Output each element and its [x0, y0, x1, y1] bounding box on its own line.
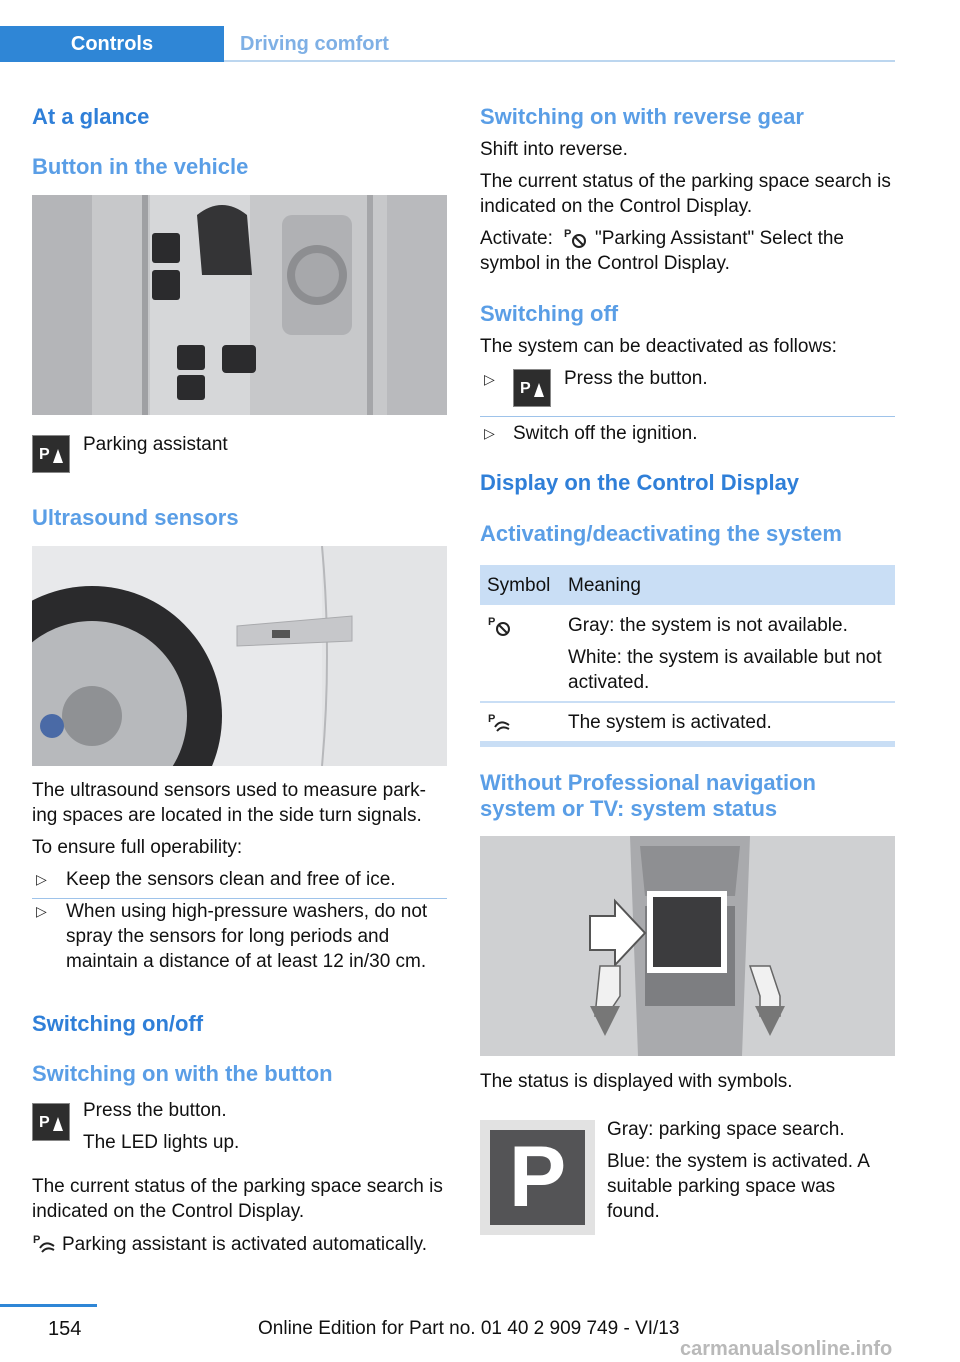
heading-switching-onoff: Switching on/off	[32, 1011, 204, 1036]
table-row-divider	[480, 701, 895, 703]
parking-auto-icon	[32, 1232, 58, 1261]
parking-assistant-button-icon	[32, 1103, 70, 1141]
tab-driving-comfort[interactable]: Driving comfort	[240, 32, 389, 55]
operability-intro: To ensure full operability:	[32, 837, 243, 858]
gray-status-text: Gray: parking space search.	[607, 1119, 845, 1140]
off-bullet-text: Press the button.	[564, 368, 708, 389]
sensor-photo	[32, 546, 447, 766]
heading-activating: Activating/deactivating the system	[480, 521, 842, 546]
parking-active-icon	[487, 711, 513, 740]
heading-ultrasound: Ultrasound sensors	[32, 505, 239, 530]
footer-accent-line	[0, 1304, 97, 1307]
heading-without-nav: Without Professional navigation system or TV: system status	[480, 770, 816, 821]
off-bullet-text: Switch off the ignition.	[513, 423, 698, 444]
heading-at-a-glance: At a glance	[32, 104, 150, 129]
console-photo	[32, 195, 447, 415]
heading-switching-button: Switching on with the button	[32, 1061, 333, 1086]
svg-text:P: P	[39, 1114, 50, 1131]
tab-controls[interactable]: Controls	[70, 32, 154, 55]
svg-text:P: P	[520, 380, 531, 397]
table-cell: White: the system is available but not activated.	[568, 647, 882, 693]
p-letter: P	[490, 1130, 585, 1225]
svg-text:P: P	[488, 616, 496, 628]
bullet-text: Keep the sensors clean and free of ice.	[66, 869, 396, 890]
parking-inactive-icon	[487, 614, 513, 643]
parking-assistant-button-icon	[32, 435, 70, 473]
svg-text:P: P	[39, 446, 50, 463]
parking-assistant-label: Parking assistant	[83, 434, 228, 455]
heading-display: Display on the Control Display	[480, 470, 800, 495]
shift-reverse-text: Shift into reverse.	[480, 139, 628, 160]
symbols-text: The status is displayed with symbols.	[480, 1071, 793, 1092]
status-text: The current status of the parking space search is indicated on the Control Display.	[32, 1176, 443, 1222]
activate-prefix: Activate:	[480, 228, 553, 249]
led-text: The LED lights up.	[83, 1132, 240, 1153]
table-col-meaning: Meaning	[568, 575, 641, 596]
activate-instructions: "Parking Assistant" Select the symbol in the Control Display.	[480, 228, 845, 274]
edition-text: Online Edition for Part no. 01 40 2 909 749 - VI/13	[258, 1318, 680, 1339]
bullet-triangle-icon: ▷	[36, 871, 47, 887]
reverse-status-text: The current status of the parking space search is indicated on the Control Display.	[480, 171, 891, 217]
press-button-text: Press the button.	[83, 1100, 227, 1121]
auto-activated-text: Parking assistant is activated automatically.	[62, 1234, 428, 1255]
bullet-triangle-icon: ▷	[484, 425, 495, 441]
deactivate-intro: The system can be deactivated as follows:	[480, 336, 837, 357]
table-cell: Gray: the system is not available.	[568, 615, 848, 636]
page-number: 154	[48, 1318, 82, 1340]
heading-switching-off: Switching off	[480, 301, 619, 326]
heading-reverse-gear: Switching on with reverse gear	[480, 104, 804, 129]
bullet-triangle-icon: ▷	[484, 371, 495, 387]
table-bottom-rule	[480, 741, 895, 747]
parking-p-symbol	[480, 1120, 595, 1235]
car-status-illustration	[480, 836, 895, 1056]
svg-text:P: P	[33, 1234, 41, 1246]
table-col-symbol: Symbol	[487, 575, 551, 596]
svg-text:P: P	[488, 713, 496, 725]
bullet-triangle-icon: ▷	[36, 903, 47, 919]
ultrasound-description: The ultrasound sensors used to measure park-ing spaces are located in the side turn signals.	[32, 780, 426, 826]
parking-assistant-button-icon	[513, 369, 551, 407]
blue-status-text: Blue: the system is activated. A suitable parking space was found.	[607, 1151, 869, 1222]
watermark-text: carmanualsonline.info	[680, 1338, 893, 1360]
heading-button-vehicle: Button in the vehicle	[32, 154, 249, 179]
table-cell: The system is activated.	[568, 712, 772, 733]
svg-text:P: P	[564, 228, 572, 240]
bullet-text: When using high-pressure washers, do not spray the sensors for long periods and maintain a distance of at least 12 in/30 cm.	[66, 901, 428, 972]
bullet-divider	[480, 416, 895, 417]
